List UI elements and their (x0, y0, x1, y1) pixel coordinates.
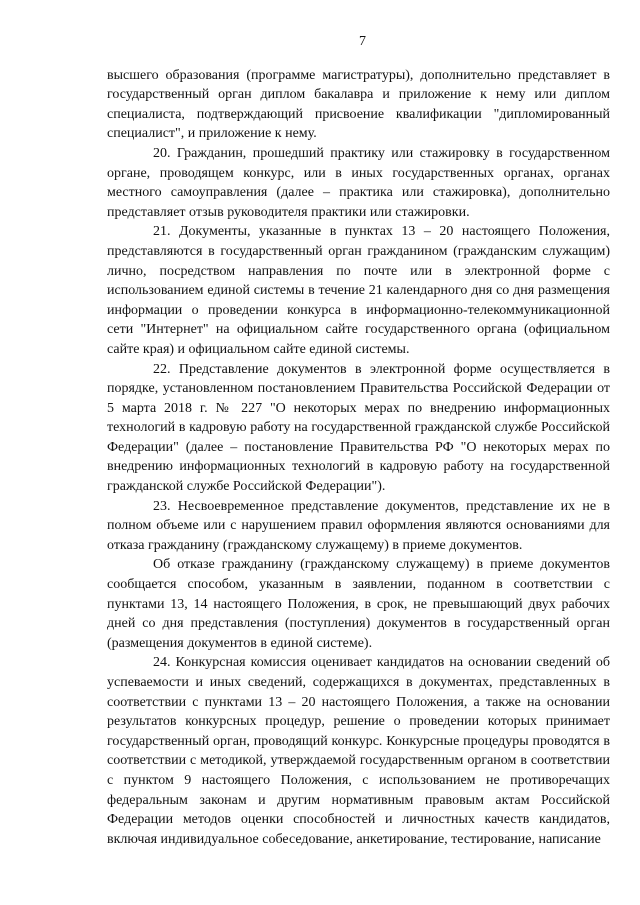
paragraph-21: 21. Документы, указанные в пунктах 13 – 20 настоящего Положения, представляются в государственный орган гражданином (гражданским служащим) лично, посредством направления по почте или в электронной форме с использованием единой системы в течение 21 календарного дня со дня размещения информации о проведении конкурса в информационно-телекоммуникационной сети "Интернет" на официальном сайте государственного органа (официальном сайте края) и официальном сайте единой системы. (107, 224, 610, 357)
paragraph-20: 20. Гражданин, прошедший практику или стажировку в государственном органе, проводящем конкурс, или в иных государственных органах, органах местного самоуправления (далее – практика или стажировка), дополнительно представляет отзыв руководителя практики или стажировки. (107, 145, 610, 220)
paragraph-22: 22. Представление документов в электронной форме осуществляется в порядке, установленном постановлением Правительства Российской Федерации от 5 марта 2018 г. № 227 "О некоторых мерах по внедрению информационных технологий в кадровую работу на государственной гражданской службе Российской Федерации" (далее – постановление Правительства РФ "О некоторых мерах по внедрению информационных технологий в кадровую работу на государственной гражданской службе Российской Федерации"). (107, 361, 610, 495)
page-number: 7 (359, 34, 366, 49)
paragraph-24: 24. Конкурсная комиссия оценивает кандидатов на основании сведений об успеваемости и иных сведений, содержащихся в документах, представленных в соответствии с пунктами 13 – 20 настоящего Положения, а также на основании результатов конкурсных процедур, решение о проведении которых принимает государственный орган, проводящий конкурс. Конкурсные процедуры проводятся в соответствии с методикой, утверждаемой государственным органом в соответствии с пунктом 9 настоящего Положения, с использованием не противоречащих федеральным законам и другим нормативным правовым актам Российской Федерации методов оценки способностей и личностных качеств кандидатов, включая индивидуальное собеседование, анкетирование, тестирование, написание (107, 655, 610, 847)
paragraph-19-continuation: высшего образования (программе магистратуры), дополнительно представляет в государственный орган диплом бакалавра и приложение к нему или диплом специалиста, подтверждающий присвоение квалификации "дипломированный специалист", и приложение к нему. (107, 67, 610, 142)
paragraph-23: 23. Несвоевременное представление документов, представление их не в полном объеме или с нарушением правил оформления являются основаниями для отказа гражданину (гражданскому служащему) в приеме документов. (107, 498, 610, 553)
paragraph-23-refusal-notice: Об отказе гражданину (гражданскому служащему) в приеме документов сообщается способом, указанным в заявлении, поданном в соответствии с пунктами 13, 14 настоящего Положения, в срок, не превышающий двух рабочих дней со дня представления (поступления) документов в государственный орган (размещения документов в единой системе). (107, 557, 610, 651)
